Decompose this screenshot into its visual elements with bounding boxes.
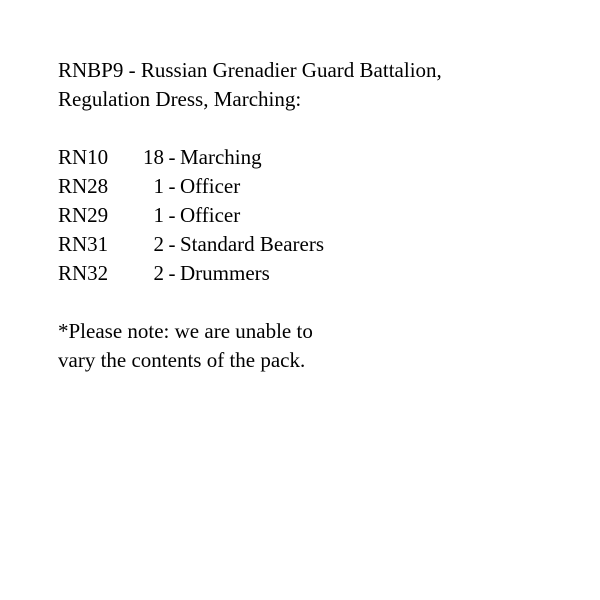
pack-title bbox=[58, 56, 578, 114]
item-separator: - bbox=[168, 203, 176, 227]
item-code: RN28 bbox=[58, 174, 109, 198]
list-item bbox=[58, 259, 578, 288]
item-code: RN29 bbox=[58, 203, 109, 227]
item-description: Standard Bearers bbox=[180, 232, 325, 256]
pack-title-line-1: RNBP9 - Russian Grenadier Guard Battalion, bbox=[58, 58, 442, 82]
pack-note-line-1: *Please note: we are unable to bbox=[58, 319, 313, 343]
item-quantity: 1 bbox=[153, 174, 164, 198]
item-separator: - bbox=[168, 174, 176, 198]
item-description: Officer bbox=[180, 174, 241, 198]
item-description: Officer bbox=[180, 203, 241, 227]
item-code: RN31 bbox=[58, 232, 109, 256]
item-description: Marching bbox=[180, 145, 262, 169]
pack-note bbox=[58, 317, 578, 375]
pack-description bbox=[58, 56, 578, 375]
list-item bbox=[58, 230, 578, 259]
pack-title-line-2: Regulation Dress, Marching: bbox=[58, 87, 302, 111]
pack-contents-list bbox=[58, 143, 578, 288]
item-description: Drummers bbox=[180, 261, 270, 285]
item-code: RN10 bbox=[58, 145, 109, 169]
item-quantity: 2 bbox=[153, 261, 164, 285]
item-separator: - bbox=[168, 232, 176, 256]
item-separator: - bbox=[168, 145, 176, 169]
item-code: RN32 bbox=[58, 261, 109, 285]
item-quantity: 18 bbox=[143, 145, 164, 169]
item-separator: - bbox=[168, 261, 176, 285]
pack-note-line-2: vary the contents of the pack. bbox=[58, 348, 306, 372]
item-quantity: 1 bbox=[153, 203, 164, 227]
list-item bbox=[58, 201, 578, 230]
item-quantity: 2 bbox=[153, 232, 164, 256]
list-item bbox=[58, 172, 578, 201]
list-item bbox=[58, 143, 578, 172]
